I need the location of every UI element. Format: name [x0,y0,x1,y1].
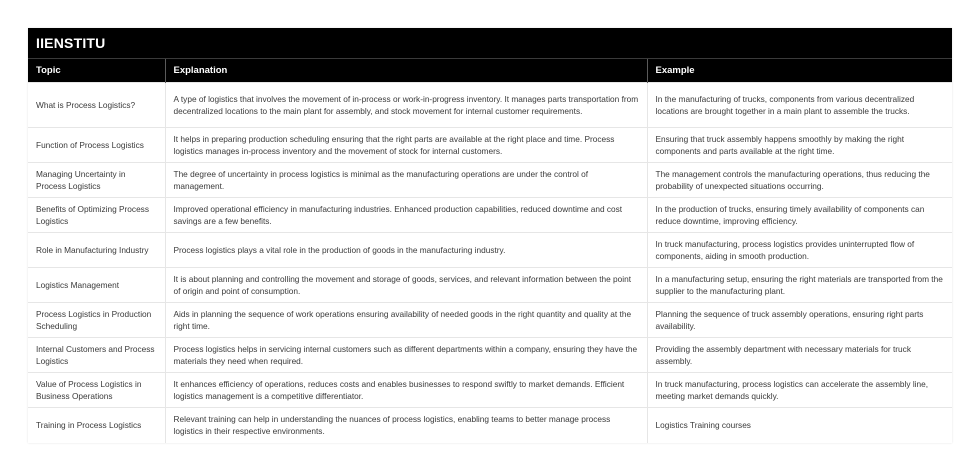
cell-example: Planning the sequence of truck assembly operations, ensuring right parts availability. [647,303,952,338]
table-row [28,233,952,268]
cell-explanation: Relevant training can help in understanding the nuances of process logistics, enabling teams to better manage process logistics in their respective environments. [165,408,647,443]
table-row [28,198,952,233]
cell-explanation: Aids in planning the sequence of work operations ensuring availability of needed goods in the right quantity and quality at the right time. [165,303,647,338]
cell-topic: Value of Process Logistics in Business Operations [28,373,165,408]
table-row [28,128,952,163]
table-row [28,408,952,443]
cell-explanation: Process logistics helps in servicing internal customers such as different departments within a company, ensuring they have the materials they need when required. [165,338,647,373]
cell-example: In truck manufacturing, process logistics provides uninterrupted flow of components, aiding in smooth production. [647,233,952,268]
cell-explanation: Improved operational efficiency in manufacturing industries. Enhanced production capabilities, reduced downtime and cost savings are a few benefits. [165,198,647,233]
table-row [28,268,952,303]
table-row [28,83,952,128]
table-row [28,163,952,198]
cell-example: Providing the assembly department with necessary materials for truck assembly. [647,338,952,373]
table-container [28,28,952,443]
cell-explanation: It helps in preparing production scheduling ensuring that the right parts are available at the right place and time. Process logistics manages in-process inventory and the movement of stock for internal customers. [165,128,647,163]
cell-example: In a manufacturing setup, ensuring the right materials are transported from the supplier to the manufacturing plant. [647,268,952,303]
cell-topic: Role in Manufacturing Industry [28,233,165,268]
cell-example: Logistics Training courses [647,408,952,443]
cell-topic: Internal Customers and Process Logistics [28,338,165,373]
table-row [28,338,952,373]
cell-topic: Function of Process Logistics [28,128,165,163]
cell-topic: Benefits of Optimizing Process Logistics [28,198,165,233]
cell-topic: Logistics Management [28,268,165,303]
cell-explanation: Process logistics plays a vital role in the production of goods in the manufacturing industry. [165,233,647,268]
cell-example: In the production of trucks, ensuring timely availability of components can reduce downtime, improving efficiency. [647,198,952,233]
table-row [28,303,952,338]
cell-topic: Process Logistics in Production Scheduling [28,303,165,338]
cell-example: The management controls the manufacturing operations, thus reducing the probability of unexpected situations occurring. [647,163,952,198]
header-example: Example [647,59,952,83]
logistics-table [28,59,952,443]
cell-topic: Training in Process Logistics [28,408,165,443]
brand-title: IIENSTITU [36,35,106,51]
cell-explanation: The degree of uncertainty in process logistics is minimal as the manufacturing operations are under the control of management. [165,163,647,198]
table-row [28,373,952,408]
cell-explanation: It enhances efficiency of operations, reduces costs and enables businesses to respond swiftly to market demands. Efficient logistics management is a competitive differentiator. [165,373,647,408]
cell-example: In the manufacturing of trucks, components from various decentralized locations are brought together in a main plant to assemble the trucks. [647,83,952,128]
header-topic: Topic [28,59,165,83]
cell-explanation: A type of logistics that involves the movement of in-process or work-in-progress inventory. It manages parts transportation from decentralized locations to the main plant for assembly, and stock movement for internal customer requirements. [165,83,647,128]
table-header-row [28,59,952,83]
header-explanation: Explanation [165,59,647,83]
cell-topic: What is Process Logistics? [28,83,165,128]
cell-example: In truck manufacturing, process logistics can accelerate the assembly line, meeting market demands quickly. [647,373,952,408]
cell-example: Ensuring that truck assembly happens smoothly by making the right components and parts available at the right time. [647,128,952,163]
brand-header [28,28,952,59]
cell-topic: Managing Uncertainty in Process Logistics [28,163,165,198]
cell-explanation: It is about planning and controlling the movement and storage of goods, services, and relevant information between the point of origin and point of consumption. [165,268,647,303]
